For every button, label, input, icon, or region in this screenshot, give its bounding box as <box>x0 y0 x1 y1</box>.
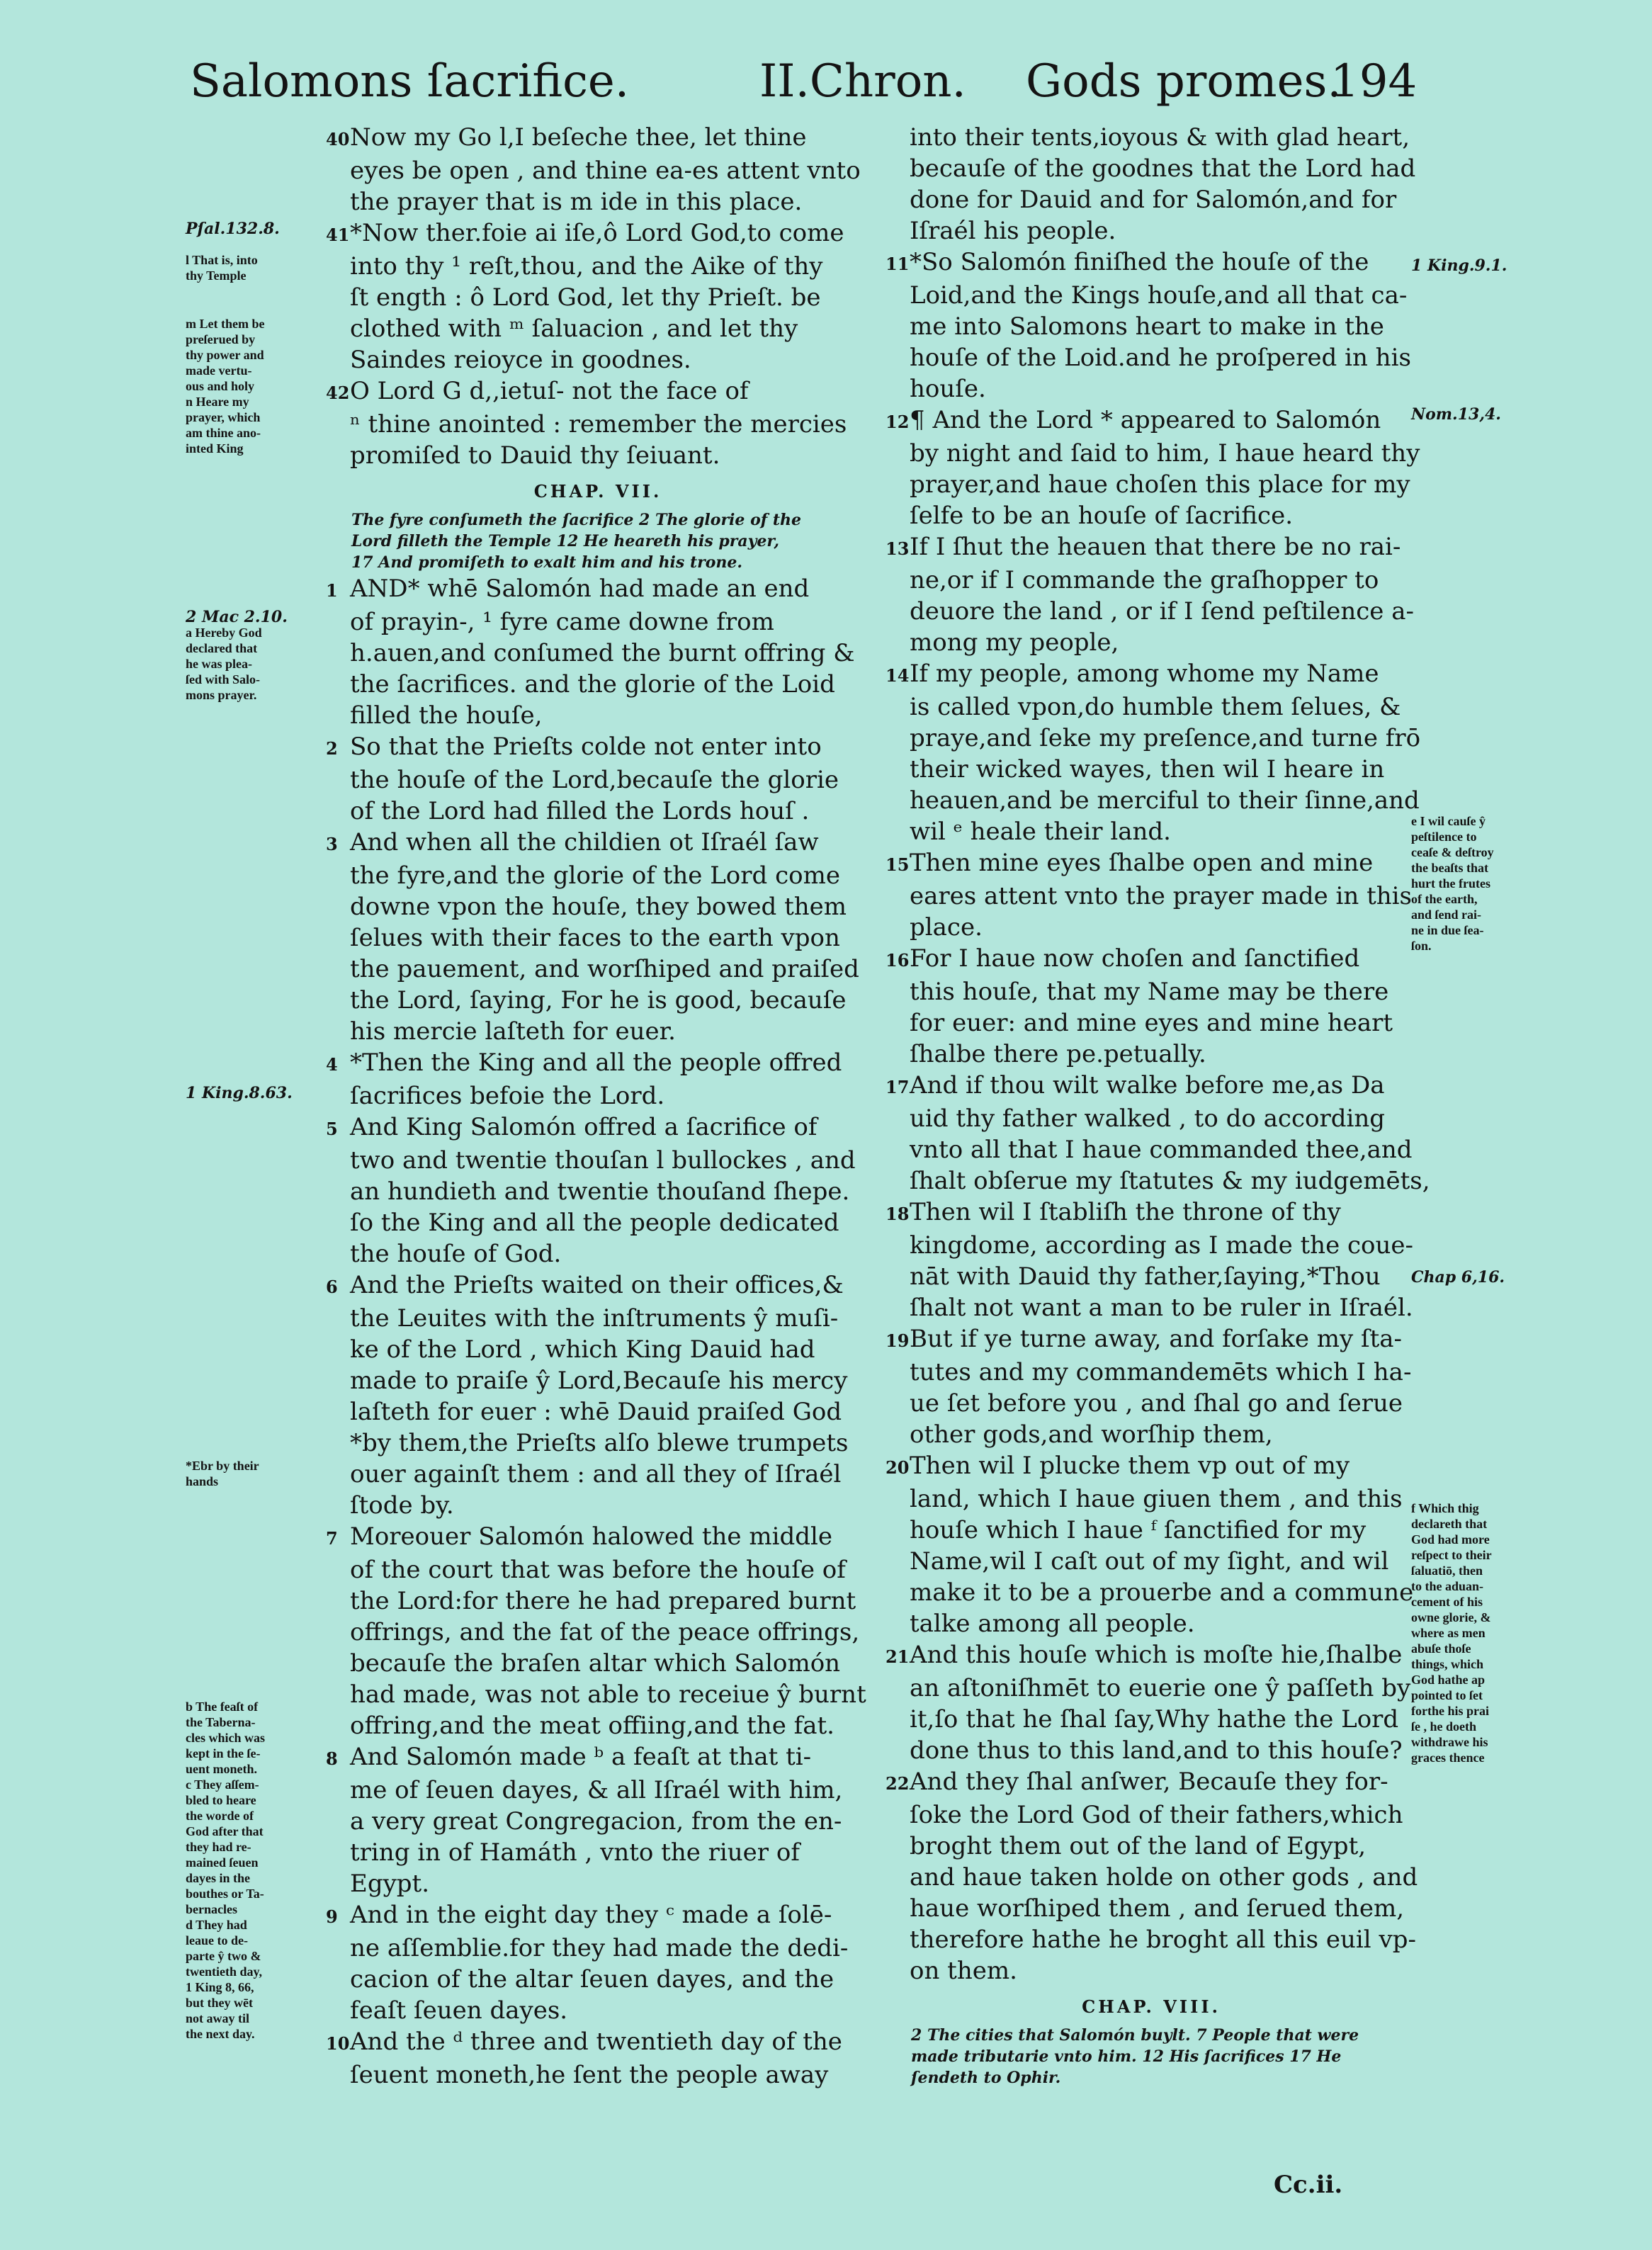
text-line <box>326 1585 870 1617</box>
verse-number: 41 <box>326 225 350 245</box>
text-line <box>326 344 870 375</box>
text-line <box>326 2026 870 2059</box>
verse-text: houſe which I haue ᶠ ſanctified for my <box>910 1516 1367 1544</box>
verse-text: ſtode by. <box>350 1491 454 1520</box>
text-line <box>326 796 870 827</box>
verse-text: kingdome, according as I made the coue- <box>910 1231 1414 1260</box>
verse-text: Name,wil I caſt out of my ſight, and wil <box>910 1547 1389 1576</box>
verse-text: ſhalbe there pe.petually. <box>910 1040 1206 1068</box>
text-line <box>326 860 870 891</box>
verse-number: 21 <box>886 1646 910 1667</box>
verse-text: And in the eight day they ᶜ made a ſolē- <box>350 1901 832 1929</box>
text-line <box>886 1261 1417 1292</box>
text-line <box>326 1176 870 1207</box>
verse-number: 20 <box>886 1457 910 1478</box>
text-line <box>326 1207 870 1238</box>
chapter7-verses <box>326 573 870 2091</box>
verse-text: ſacrifices befoie the Lord. <box>350 1082 665 1110</box>
text-line <box>886 153 1417 184</box>
verse-text: So that the Prieſts colde not enter into <box>350 733 822 761</box>
text-line <box>886 1357 1417 1388</box>
text-line <box>886 816 1417 847</box>
text-line <box>326 1396 870 1428</box>
verse-text: it,ſo that he ſhal ſay,Why hathe the Lord <box>910 1705 1399 1734</box>
verse-text: nāt with Dauid thy father,ſaying,*Thou <box>910 1262 1381 1291</box>
verse-text: becauſe the braſen altar which Salomón <box>350 1649 841 1678</box>
text-line <box>886 1230 1417 1261</box>
text-line <box>326 1490 870 1521</box>
text-line <box>886 754 1417 785</box>
text-line <box>886 184 1417 215</box>
text-line <box>886 847 1417 881</box>
text-line <box>326 1521 870 1554</box>
chapter-summary-line: ſendeth to Ophir. <box>911 2069 1061 2087</box>
verse-text: land, which I haue giuen them , and this <box>910 1485 1403 1513</box>
text-line <box>886 1955 1417 1986</box>
verse-text: ſelues with their faces to the earth vpon <box>350 924 840 952</box>
verse-text: *Now ther.foie ai iſe,ô Lord God,to come <box>350 219 844 247</box>
text-line <box>886 1608 1417 1639</box>
text-line <box>326 954 870 985</box>
verse-text: this houſe, that my Name may be there <box>910 978 1389 1006</box>
text-line <box>886 1165 1430 1197</box>
text-line <box>326 638 870 669</box>
margin-annotation: *Ebr by their hands <box>186 1459 259 1488</box>
verse-text: their wicked wayes, then wil I heare in <box>910 755 1385 784</box>
text-line <box>326 700 870 731</box>
text-line <box>326 1933 870 1964</box>
verse-number: 2 <box>326 738 338 759</box>
verse-text: vnto all that I haue commanded thee,and <box>910 1136 1413 1164</box>
verse-text: offring,and the meat offiing,and the fat. <box>350 1712 835 1740</box>
verse-text: is called vpon,do humble them ſelues, & <box>910 693 1401 721</box>
margin-cross-reference: 2 Mac 2.10. <box>186 608 288 626</box>
verse-text: two and twentie thouſan l bullockes , and <box>350 1146 856 1175</box>
verse-number: 22 <box>886 1773 910 1794</box>
verse-text: make it to be a prouerbe and a commune <box>910 1578 1414 1607</box>
verse-text: ne,or if I commande the graſhopper to <box>910 566 1379 594</box>
verse-text: promiſed to Dauid thy ſeiuant. <box>350 441 720 470</box>
verse-number: 6 <box>326 1277 338 1297</box>
verse-text: And if thou wilt walke before me,as Da <box>910 1071 1385 1099</box>
margin-cross-reference: Chap 6,16. <box>1411 1268 1505 1287</box>
chapter-summary-line: The fyre conſumeth the ſacrifice 2 The glorie of the <box>351 511 802 529</box>
text-line <box>886 1862 1417 1893</box>
verse-number: 13 <box>886 538 910 559</box>
margin-cross-reference: 1 King.8.63. <box>186 1084 293 1102</box>
text-line <box>326 1806 870 1837</box>
verse-text: of the court that was before the houſe of <box>350 1556 846 1584</box>
verse-text: an aſtoniſhmēt to euerie one ŷ paſſeth by <box>910 1674 1411 1702</box>
verse-text: And the ᵈ three and twentieth day of the <box>350 2028 842 2056</box>
text-line <box>886 976 1417 1007</box>
chapter6-end-verses <box>326 122 870 471</box>
verse-text: If my people, among whome my Name <box>910 660 1379 688</box>
verse-text: Iſraél his people. <box>910 217 1116 245</box>
verse-text: And the Prieſts waited on their offices,& <box>350 1271 844 1299</box>
text-line <box>326 1964 870 1995</box>
text-line <box>886 405 1417 438</box>
verse-text: laſteth for euer : whē Dauid praiſed God <box>350 1398 842 1426</box>
text-line <box>886 881 1417 912</box>
chapter8-heading: CHAP. VIII. <box>1082 1996 1221 2017</box>
text-line <box>326 1710 870 1741</box>
text-line <box>886 311 1417 342</box>
verse-text: the ſacrifices. and the glorie of the Loid <box>350 670 835 699</box>
text-line <box>886 1924 1417 1955</box>
verse-text: houſe. <box>910 375 986 403</box>
verse-number: 5 <box>326 1119 338 1139</box>
chapter-summary-line: 17 And promiſeth to exalt him and his trone. <box>351 553 743 572</box>
verse-text: into their tents,ioyous & with glad heart, <box>910 123 1410 152</box>
text-line <box>326 186 870 217</box>
verse-text: And this houſe which is moſte hie,ſhalbe <box>910 1641 1403 1669</box>
verse-text: Then wil I plucke them vp out of my <box>910 1452 1350 1480</box>
verse-number: 40 <box>326 129 350 149</box>
verse-text: the Leuites with the inſtruments ŷ muſi- <box>350 1304 839 1333</box>
verse-text: feaſt ſeuen dayes. <box>350 1996 568 2025</box>
text-line <box>886 1766 1417 1799</box>
text-line <box>886 1546 1417 1577</box>
verse-number: 42 <box>326 383 350 403</box>
text-line <box>886 1577 1417 1608</box>
text-line <box>326 1365 870 1396</box>
running-title-left: Salomons ſacrifice. <box>190 55 630 108</box>
verse-text: For I haue now choſen and ſanctified <box>910 944 1360 973</box>
text-line <box>326 891 870 922</box>
verse-text: me of ſeuen dayes, & all Iſraél with him, <box>350 1776 843 1804</box>
chapter-summary-line: Lord filleth the Temple 12 He heareth his prayer, <box>351 532 780 550</box>
text-line <box>326 1303 870 1334</box>
text-line <box>326 731 870 764</box>
text-line <box>326 1080 870 1112</box>
text-line <box>886 1704 1417 1735</box>
verse-number: 9 <box>326 1906 338 1927</box>
verse-text: Moreouer Salomón halowed the middle <box>350 1522 832 1551</box>
verse-text: If I ſhut the heauen that there be no rai- <box>910 533 1401 561</box>
chapter-summary-line: made tributarie vnto him. 12 His ſacrifices 17 He <box>911 2047 1342 2066</box>
verse-text: becauſe of the goodnes that the Lord had <box>910 154 1416 183</box>
verse-text: the prayer that is m ide in this place. <box>350 188 803 216</box>
text-line <box>326 375 870 409</box>
verse-text: on them. <box>910 1957 1017 1985</box>
verse-text: Saindes reioyce in goodnes. <box>350 346 691 374</box>
text-line <box>326 409 870 440</box>
verse-number: 1 <box>326 580 338 601</box>
verse-text: Now my Go l,I beſeche thee, let thine <box>350 123 807 152</box>
text-line <box>886 1039 1417 1070</box>
verse-text: ſeuent moneth,he ſent the people away <box>350 2061 829 2089</box>
text-line <box>886 1515 1417 1546</box>
verse-text: of the Lord had filled the Lords houſ . <box>350 797 810 825</box>
verse-text: of prayin-, ¹ fyre came downe from <box>350 608 774 636</box>
text-line <box>326 764 870 796</box>
verse-number: 8 <box>326 1748 338 1769</box>
margin-cross-reference: 1 King.9.1. <box>1411 256 1507 275</box>
verse-number: 7 <box>326 1528 338 1549</box>
verse-text: talke among all people. <box>910 1610 1195 1638</box>
verse-text: AND* whē Salomón had made an end <box>350 575 810 603</box>
verse-text: uid thy father walked , to do according <box>910 1104 1386 1133</box>
text-line <box>886 247 1417 280</box>
text-line <box>886 531 1417 565</box>
text-line <box>886 1831 1417 1862</box>
text-line <box>326 1047 870 1080</box>
verse-text: clothed with ᵐ ſaluacion , and let thy <box>350 315 798 343</box>
text-line <box>326 1428 870 1459</box>
text-line <box>326 1775 870 1806</box>
verse-text: heauen,and be merciful to their ſinne,and <box>910 786 1420 815</box>
text-line <box>326 1459 870 1490</box>
text-line <box>886 373 1417 405</box>
verse-text: by night and ſaid to him, I haue heard thy <box>910 439 1420 468</box>
text-line <box>886 1103 1417 1134</box>
text-line <box>326 922 870 954</box>
text-line <box>886 1388 1417 1419</box>
catchword-signature: Cc.ii. <box>1274 2171 1343 2199</box>
text-line <box>886 342 1417 373</box>
text-line <box>326 1334 870 1365</box>
verse-number: 14 <box>886 665 910 686</box>
verse-text: And Salomón made ᵇ a feaſt at that ti- <box>350 1743 812 1771</box>
text-line <box>886 1483 1417 1515</box>
margin-annotation: a Hereby God declared that he was plea- ſed with Salo- mons prayer. <box>186 626 262 702</box>
verse-text: the Lord, ſaying, For he is good, becauſe <box>350 986 847 1014</box>
text-line <box>326 155 870 186</box>
verse-text: ſoke the Lord God of their fathers,which <box>910 1801 1403 1829</box>
verse-text: *by them,the Prieſts alſo blewe trumpets <box>350 1429 849 1457</box>
text-line <box>326 1741 870 1775</box>
text-line <box>886 438 1420 469</box>
verse-text: the houſe of the Lord,becauſe the glorie <box>350 766 839 794</box>
verse-number: 17 <box>886 1077 910 1097</box>
verse-text: Then mine eyes ſhalbe open and mine <box>910 849 1374 877</box>
text-line <box>886 1197 1417 1230</box>
verse-text: done for Dauid and for Salomón,and for <box>910 186 1397 214</box>
verse-text: the houſe of God. <box>350 1240 562 1268</box>
text-line <box>326 1238 870 1270</box>
verse-text: Then wil I ſtabliſh the throne of thy <box>910 1198 1341 1226</box>
margin-cross-reference: Pſal.132.8. <box>186 220 280 238</box>
verse-text: houſe of the Loid.and he proſpered in his <box>910 344 1411 372</box>
margin-annotation: m Let them be preſerued by thy power and made vertu- ous and holy n Heare my prayer, which am thine ano- inted King <box>186 317 265 456</box>
verse-text: into thy ¹ reſt,thou, and the Aike of thy <box>350 252 823 281</box>
verse-text: *Then the King and all the people offred <box>350 1048 842 1077</box>
chapter7-summary <box>326 509 870 573</box>
verse-number: 11 <box>886 254 910 274</box>
chapter7-heading: CHAP. VII. <box>533 481 662 502</box>
chapter7-continued-verses <box>886 122 1430 1986</box>
text-line <box>326 1554 870 1585</box>
verse-text: ne aſſemblie.for they had made the dedi- <box>350 1934 849 1962</box>
verse-text: ouer againſt them : and all they of Iſraél <box>350 1460 842 1488</box>
verse-text: Loid,and the Kings houſe,and all that ca- <box>910 281 1408 310</box>
page-number: 194 <box>1330 55 1418 108</box>
text-line <box>326 122 870 155</box>
verse-text: filled the houſe, <box>350 701 543 730</box>
verse-text: And when all the childien ot Iſraél ſaw <box>350 828 819 857</box>
text-line <box>326 1270 870 1303</box>
text-line <box>886 565 1417 596</box>
verse-text: ſhalt not want a man to be ruler in Iſraél. <box>910 1294 1413 1322</box>
verse-text: downe vpon the houſe, they bowed them <box>350 893 847 921</box>
margin-annotation: f Which thig declareth that God had more reſpect to their ſaluatiō, then to the aduan- cement of his owne glorie, & where as men abuſe thoſe things, which God hathe ap pointed to ſet forthe his prai ſe , he doeth withdrawe his graces thence <box>1411 1501 1492 1765</box>
text-line <box>886 627 1417 658</box>
verse-text: ue ſet before you , and ſhal go and ſerue <box>910 1389 1403 1418</box>
text-line <box>326 606 870 638</box>
text-line <box>326 1679 870 1710</box>
text-line <box>326 313 870 344</box>
text-line <box>886 122 1417 153</box>
verse-text: ſelfe to be an houſe of ſacrifice. <box>910 502 1294 530</box>
text-line <box>326 282 870 313</box>
text-line <box>886 1134 1417 1165</box>
text-line <box>886 1007 1417 1039</box>
verse-text: tring in of Hamáth , vnto the riuer of <box>350 1838 800 1867</box>
text-line <box>326 573 870 606</box>
text-line <box>886 1735 1417 1766</box>
verse-text: broght them out of the land of Egypt, <box>910 1832 1367 1860</box>
text-line <box>886 1070 1417 1103</box>
text-line <box>886 1450 1417 1483</box>
verse-text: O Lord G d,,ietuſ- not the face of <box>350 377 749 405</box>
verse-text: done thus to this land,and to this houſe? <box>910 1736 1403 1765</box>
text-line <box>886 1639 1417 1673</box>
running-title-book: II.Chron. <box>759 55 966 108</box>
text-line <box>886 215 1417 247</box>
verse-text: eyes be open , and thine ea-es attent vnto <box>350 157 861 185</box>
verse-text: ke of the Lord , which King Dauid had <box>350 1335 815 1364</box>
margin-annotation: e I wil cauſe ŷ peſtilence to ceaſe & deſtroy the beaſts that hurt the frutes of the earth, and ſend rai- ne in due ſea- ſon. <box>1411 814 1494 953</box>
text-line <box>326 217 870 251</box>
verse-text: But if ye turne away, and forſake my ſta- <box>910 1325 1403 1353</box>
text-line <box>886 943 1417 976</box>
verse-text: me into Salomons heart to make in the <box>910 312 1384 341</box>
verse-text: cacion of the altar ſeuen dayes, and the <box>350 1965 835 1994</box>
running-title-right: Gods promes. <box>1026 55 1342 108</box>
text-line <box>326 1145 870 1176</box>
text-line <box>886 1419 1417 1450</box>
text-line <box>886 500 1417 531</box>
text-line <box>886 912 1417 943</box>
verse-text: ⁿ thine anointed : remember the mercies <box>350 410 847 439</box>
text-line <box>326 1016 870 1047</box>
verse-text: wil ᵉ heale their land. <box>910 818 1171 846</box>
text-line <box>886 658 1417 691</box>
chapter8-summary <box>886 2025 1417 2088</box>
verse-text: had made, was not able to receiue ŷ burnt <box>350 1680 866 1709</box>
verse-text: haue worſhiped them , and ſerued them, <box>910 1894 1404 1923</box>
verse-number: 18 <box>886 1204 910 1224</box>
verse-text: the Lord:for there he had prepared burnt <box>350 1587 856 1615</box>
text-line <box>326 985 870 1016</box>
text-line <box>886 723 1421 754</box>
verse-text: place. <box>910 913 983 942</box>
left-text-column <box>326 122 870 2091</box>
verse-number: 15 <box>886 854 910 875</box>
chapter-summary-line: 2 The cities that Salomón buylt. 7 People that were <box>911 2026 1359 2045</box>
verse-text: *So Salomón finiſhed the houſe of the <box>910 248 1369 276</box>
text-line <box>326 1648 870 1679</box>
verse-text: mong my people, <box>910 628 1119 657</box>
verse-text: and haue taken holde on other gods , and <box>910 1863 1418 1892</box>
text-line <box>326 251 870 282</box>
verse-text: for euer: and mine eyes and mine heart <box>910 1009 1393 1037</box>
verse-text: ſt ength : ô Lord God, let thy Prieſt. be <box>350 283 821 312</box>
text-line <box>886 691 1417 723</box>
text-line <box>326 1899 870 1933</box>
text-line <box>326 1868 870 1899</box>
text-line <box>886 785 1420 816</box>
verse-text: h.auen,and conſumed the burnt offring & <box>350 639 855 667</box>
margin-annotation: b The feaſt of the Taberna- cles which was kept in the ſe- uent moneth. c They aſſem- bled to heare the worde of God after that they had re- mained ſeuen dayes in the bouthes or Ta- bernacles d They had leaue to de- parte ŷ two & twentieth day, 1 King 8, 66, but they wēt not away til the next day. <box>186 1700 265 2041</box>
right-text-column <box>886 122 1430 2088</box>
verse-number: 3 <box>326 834 338 854</box>
verse-text: a very great Congregacion, from the en- <box>350 1807 842 1836</box>
margin-annotation: l That is, into thy Temple <box>186 253 258 283</box>
verse-text: offrings, and the fat of the peace offrings, <box>350 1618 860 1646</box>
verse-text: tutes and my commandemēts which I ha- <box>910 1358 1412 1386</box>
text-line <box>886 280 1417 311</box>
text-line <box>326 1112 870 1145</box>
verse-text: ¶ And the Lord * appeared to Salomón <box>910 406 1381 434</box>
verse-text: made to praiſe ŷ Lord,Becauſe his mercy <box>350 1367 848 1395</box>
text-line <box>886 1673 1417 1704</box>
verse-text: his mercie laſteth for euer. <box>350 1017 676 1046</box>
text-line <box>886 1893 1417 1924</box>
verse-text: ſhalt obſerue my ſtatutes & my iudgemēts, <box>910 1167 1430 1195</box>
text-line <box>886 596 1417 627</box>
verse-number: 12 <box>886 412 910 432</box>
text-line <box>326 669 870 700</box>
verse-number: 19 <box>886 1330 910 1351</box>
text-line <box>326 827 870 860</box>
verse-number: 10 <box>326 2033 350 2054</box>
verse-text: praye,and ſeke my preſence,and turne frō <box>910 724 1421 752</box>
text-line <box>886 1799 1417 1831</box>
verse-text: prayer,and haue choſen this place for my <box>910 470 1410 499</box>
verse-number: 4 <box>326 1054 338 1075</box>
verse-text: And they ſhal anſwer, Becauſe they for- <box>910 1768 1388 1796</box>
verse-text: therefore hathe he broght all this euil vp- <box>910 1926 1416 1954</box>
text-line <box>326 1837 870 1868</box>
verse-text: eares attent vnto the prayer made in this <box>910 882 1412 910</box>
text-line <box>326 440 870 471</box>
verse-text: ſo the King and all the people dedicated <box>350 1209 839 1237</box>
text-line <box>886 469 1417 500</box>
text-line <box>886 1323 1417 1357</box>
verse-text: Egypt. <box>350 1870 430 1898</box>
verse-text: And King Salomón offred a ſacrifice of <box>350 1113 817 1141</box>
verse-number: 16 <box>886 950 910 971</box>
text-line <box>326 1617 870 1648</box>
text-line <box>886 1292 1417 1323</box>
text-line <box>326 2059 870 2091</box>
text-line <box>326 1995 870 2026</box>
verse-text: other gods,and worſhip them, <box>910 1420 1273 1449</box>
verse-text: the pauement, and worſhiped and praiſed <box>350 955 859 983</box>
verse-text: an hundieth and twentie thouſand ſhepe. <box>350 1177 850 1206</box>
margin-cross-reference: Nom.13,4. <box>1411 405 1501 424</box>
verse-text: deuore the land , or if I ſend peſtilence a- <box>910 597 1414 626</box>
verse-text: the fyre,and the glorie of the Lord come <box>350 861 840 890</box>
